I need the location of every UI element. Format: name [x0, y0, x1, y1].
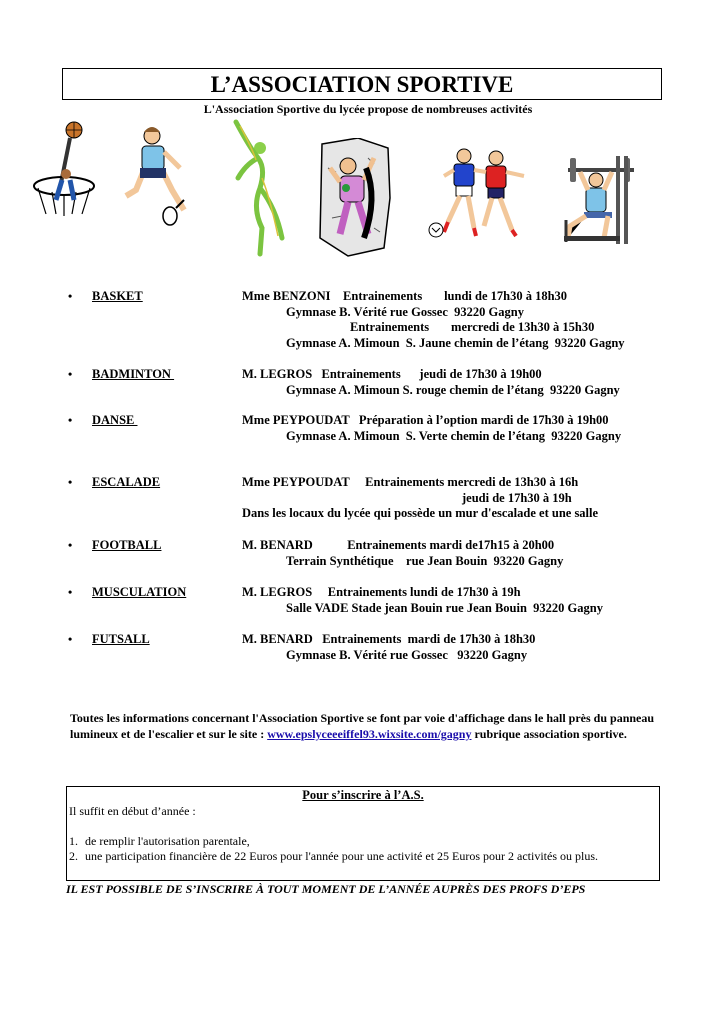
bullet-icon: • — [68, 632, 73, 646]
registration-title: Pour s’inscrire à l’A.S. — [302, 788, 424, 802]
activity-detail-line: Gymnase B. Vérité rue Gossec 93220 Gagny — [286, 647, 528, 662]
activity-detail-line: M. BENARD Entrainements mardi de 17h30 à 18h30 — [242, 632, 536, 646]
activity-detail-line: jeudi de 17h30 à 19h — [462, 490, 572, 505]
bullet-icon: • — [68, 538, 73, 552]
activity-detail-line: Gymnase A. Mimoun S. Jaune chemin de l’étang 93220 Gagny — [286, 336, 625, 351]
bullet-icon: • — [68, 413, 73, 427]
footer-notice: IL EST POSSIBLE DE S’INSCRIRE À TOUT MOMENT DE L’ANNÉE AUPRÈS DES PROFS D’EPS — [66, 882, 586, 896]
activity-detail-line: Gymnase A. Mimoun S. rouge chemin de l’étang 93220 Gagny — [286, 382, 620, 397]
activity-name: BADMINTON — [92, 367, 175, 381]
info-text-after: rubrique association sportive. — [471, 727, 627, 741]
bullet-icon: • — [68, 367, 73, 381]
activity-detail-line: Gymnase A. Mimoun S. Verte chemin de l’étang 93220 Gagny — [286, 428, 622, 443]
activity-detail-line: Terrain Synthétique rue Jean Bouin 93220 Gagny — [286, 553, 564, 568]
activity-detail-line: Gymnase B. Vérité rue Gossec 93220 Gagny — [286, 304, 524, 319]
info-text: Toutes les informations concernant l'Association Sportive se font par voie d'affichage dans le hall près du panneau lumineux et de l'escalier et sur le site : — [70, 711, 655, 741]
activity-name: ESCALADE — [92, 475, 161, 489]
item-text: une participation financière de 22 Euros pour l'année pour une activité et 25 Euros pour 2 activités ou plus. — [85, 849, 599, 863]
activity-detail-line: Entrainements mercredi de 13h30 à 15h30 — [350, 320, 595, 335]
activity-name: FOOTBALL — [92, 538, 162, 552]
activity-name: FUTSALL — [92, 632, 150, 646]
basketball-player-icon — [30, 118, 110, 218]
badminton-player-icon — [118, 118, 198, 230]
activity-detail-line: Salle VADE Stade jean Bouin rue Jean Bouin 93220 Gagny — [286, 600, 603, 615]
item-number: 1. — [69, 834, 78, 848]
page-subtitle: L'Association Sportive du lycée propose de nombreuses activités — [203, 102, 533, 116]
activity-detail-line: Dans les locaux du lycée qui possède un mur d'escalade et une salle — [242, 506, 599, 521]
bullet-icon: • — [68, 289, 73, 303]
weightlifting-icon — [560, 150, 640, 246]
activity-detail-line: Mme BENZONI Entrainements lundi de 17h30 à 18h30 — [242, 289, 568, 303]
item-number: 2. — [69, 849, 78, 863]
bullet-icon: • — [68, 585, 73, 599]
activity-detail-line: M. LEGROS Entrainements jeudi de 17h30 à 19h00 — [242, 367, 542, 381]
registration-intro: Il suffit en début d’année : — [69, 804, 196, 818]
climber-icon — [318, 138, 392, 258]
item-text: de remplir l'autorisation parentale, — [85, 834, 250, 848]
activity-detail-line: Mme PEYPOUDAT Préparation à l’option mardi de 17h30 à 19h00 — [242, 413, 609, 427]
page-title: L’ASSOCIATION SPORTIVE — [62, 68, 662, 100]
registration-box — [66, 786, 660, 881]
activity-name: MUSCULATION — [92, 585, 187, 599]
activity-detail-line: Mme PEYPOUDAT Entrainements mercredi de 13h30 à 16h — [242, 475, 579, 489]
bullet-icon: • — [68, 475, 73, 489]
football-players-icon — [424, 146, 532, 244]
activity-name: DANSE — [92, 413, 138, 427]
website-link[interactable]: www.epslyceeeiffel93.wixsite.com/gagny — [267, 727, 472, 741]
activity-detail-line: M. LEGROS Entrainements lundi de 17h30 à 19h — [242, 585, 521, 599]
info-paragraph — [70, 710, 660, 742]
activity-name: BASKET — [92, 289, 143, 303]
dancer-icon — [226, 118, 292, 258]
activity-detail-line: M. BENARD Entrainements mardi de17h15 à 20h00 — [242, 538, 555, 552]
